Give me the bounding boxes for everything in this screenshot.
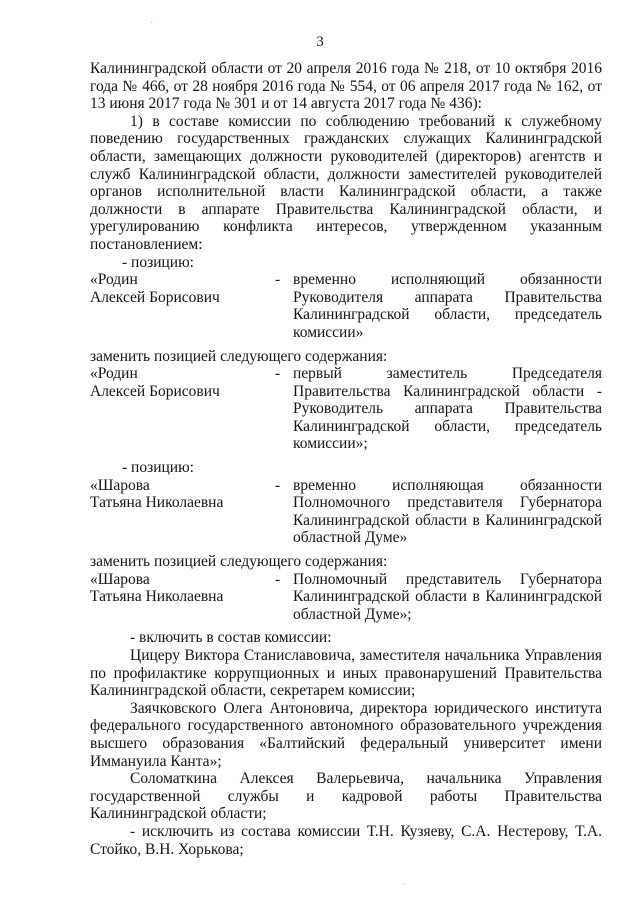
member-name: «Родин Алексей Борисович <box>90 271 220 306</box>
include-label: - включить в состав комиссии: <box>130 629 332 647</box>
item-1-paragraph: 1) в составе комиссии по соблюдению требований к служебному поведению государственных гражданских служащих Калининградской области, замещающих должности руководителей (директоров) агентств и служб Калининградской области, должности заместителей руководителей органов исполнительной власти Калининградской области, а также должности в аппарате Правительства Калининградской области, и урегулированию конфликта интересов, утвержденном указанным постановлением: <box>90 112 602 253</box>
member-name: «Шарова Татьяна Николаевна <box>90 570 224 606</box>
member-row-rodin-old <box>90 271 602 341</box>
member-dash: - <box>275 476 281 494</box>
document-body <box>90 60 602 858</box>
include-item: Цицеру Виктора Станиславовича, заместителя начальника Управления по профилактике коррупционных и иных правонарушений Правительства Калининградской области, секретарем комиссии; <box>90 647 602 700</box>
member-dash: - <box>275 271 281 289</box>
member-row-sharova-new <box>90 571 602 624</box>
member-dash: - <box>275 365 281 383</box>
include-item: Заячковского Олега Антоновича, директора юридического института федерального государственного автономного образовательного учреждения высшего образования «Балтийский федеральный университет имени Иммануила Канта»; <box>90 699 602 770</box>
exclude-paragraph: - исключить из состава комиссии Т.Н. Кузяеву, С.А. Нестерову, Т.А. Стойко, В.Н. Хорькова; <box>90 822 602 858</box>
position-label: - позицию: <box>122 459 194 477</box>
member-name: «Родин Алексей Борисович <box>90 365 220 400</box>
member-position: Полномочный представитель Губернатора Калининградской области в Калининградской областной Думе»; <box>293 570 602 623</box>
intro-paragraph: Калининградской области от 20 апреля 2016 года № 218, от 10 октября 2016 года № 466, от 28 ноября 2016 года № 554, от 06 апреля 2017 года № 162, от 13 июня 2017 года № 301 и от 14 августа 2017 года № 436): <box>90 60 602 113</box>
member-name: «Шарова Татьяна Николаевна <box>90 476 224 512</box>
member-dash: - <box>275 570 281 588</box>
scan-speck: · <box>150 18 154 29</box>
page-number: 3 <box>316 34 324 50</box>
member-position: временно исполняющий обязанности Руководителя аппарата Правительства Калининградской области, председатель комиссии» <box>293 271 602 341</box>
replace-label: заменить позицией следующего содержания: <box>90 347 388 365</box>
member-row-rodin-new <box>90 365 602 453</box>
position-label: - позицию: <box>122 253 194 271</box>
member-position: первый заместитель Председателя Правительства Калининградской области - Руководитель аппарата Правительства Калининградской области, председатель комиссии»; <box>293 365 602 453</box>
replace-label: заменить позицией следующего содержания: <box>90 553 388 571</box>
member-row-sharova-old <box>90 477 602 547</box>
include-item: Соломаткина Алексея Валерьевича, начальника Управления государственной службы и кадровой работы Правительства Калининградской области; <box>90 770 602 823</box>
scan-speck: · <box>402 880 406 891</box>
member-position: временно исполняющая обязанности Полномочного представителя Губернатора Калининградской области в Калининградской областной Думе» <box>293 476 602 547</box>
